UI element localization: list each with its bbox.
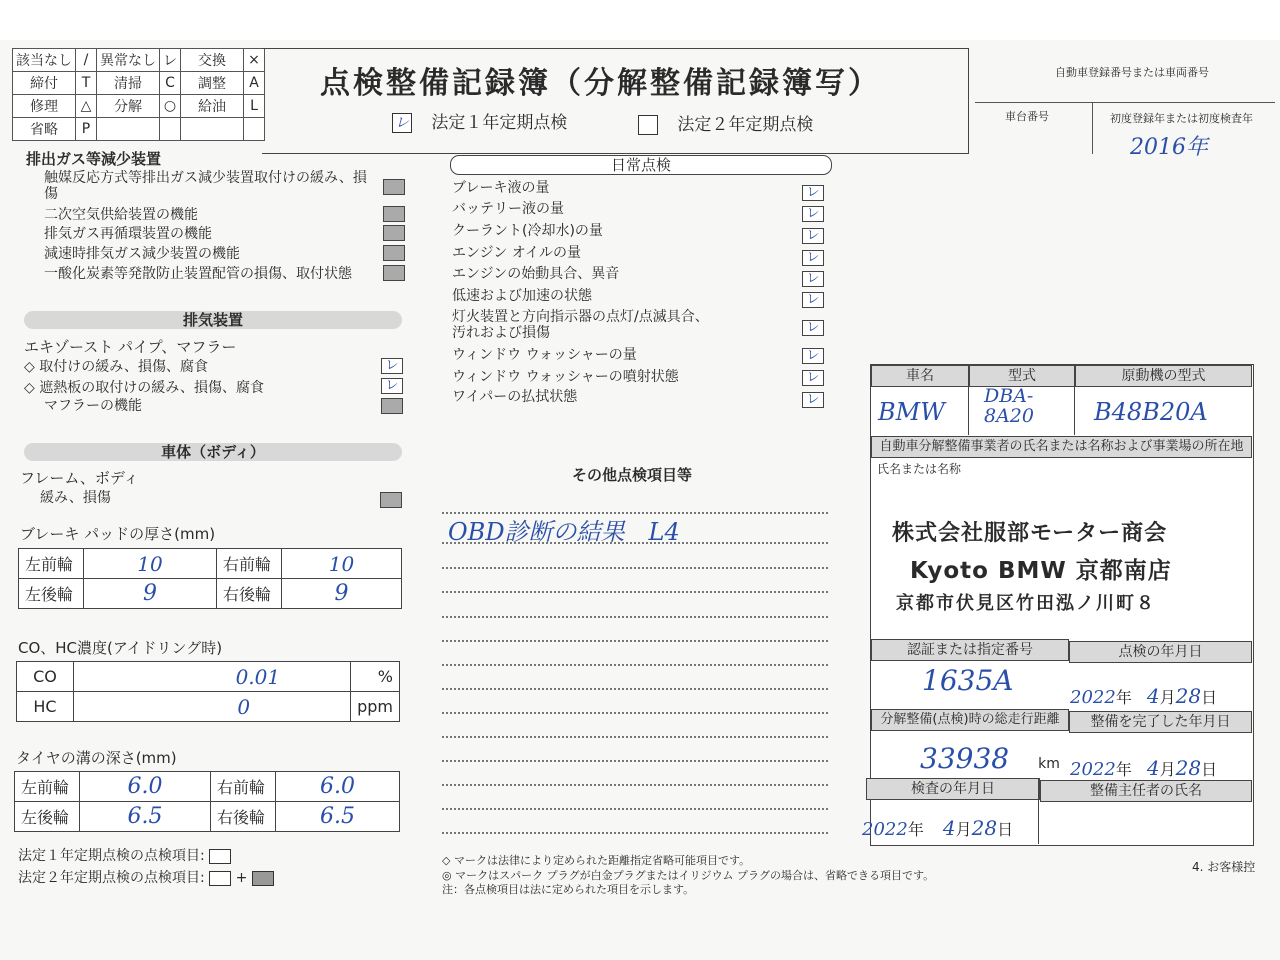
emission-item: 減速時排気ガス減少装置の機能 [44, 246, 240, 262]
body-sub: フレーム、ボディ [20, 469, 139, 487]
legend-cell: C [160, 72, 181, 95]
tire-rl-value: 6.5 [80, 802, 211, 832]
title-frame [262, 48, 969, 154]
business-header: 自動車分解整備事業者の氏名または名称および事業場の所在地 [871, 436, 1252, 458]
company-name: 株式会社服部モーター商会 [892, 521, 1168, 546]
body-item: 緩み、損傷 [40, 490, 111, 506]
legend-cell: A [244, 72, 265, 95]
first-reg-value: 2016年 [1130, 135, 1208, 160]
brake-fl-label: 左前輪 [19, 549, 84, 579]
co-unit: % [351, 662, 400, 692]
dotted-line [442, 784, 828, 786]
daily-checkbox[interactable]: レ [802, 370, 824, 386]
brake-rr-value: 9 [282, 579, 402, 609]
business-name-label: 氏名または名称 [877, 462, 962, 476]
emission-checkbox[interactable] [383, 206, 405, 222]
year-unit: 年 [1115, 760, 1132, 779]
mileage-value: 33938 [920, 742, 1010, 775]
legend-cell: 清掃 [97, 72, 160, 95]
model-line-1: DBA- [984, 385, 1034, 407]
year-unit: 年 [907, 820, 924, 839]
legend-cell: 給油 [181, 95, 244, 118]
customer-copy-label: 4. お客様控 [1192, 860, 1256, 874]
emission-item: 排気ガス再循環装置の機能 [44, 226, 212, 242]
business-address: 京都市伏見区竹田泓ノ川町８ [896, 593, 1156, 614]
model-header: 型式 [969, 365, 1075, 387]
legend-cell: レ [160, 49, 181, 72]
emission-checkbox[interactable] [383, 265, 405, 281]
legend-cell: T [76, 72, 97, 95]
exhaust-item: マフラーの機能 [44, 398, 142, 414]
cert-value: 1635A [922, 664, 1014, 697]
daily-item: ウィンドウ ウォッシャーの量 [452, 347, 637, 363]
exhaust-item: ◇ 取付けの緩み、損傷、腐食 [24, 359, 209, 375]
note: ◇ マークは法律により定められた距離指定省略可能項目です。 [442, 854, 751, 867]
month-unit: 月 [955, 820, 972, 839]
done-date [1070, 756, 1217, 780]
divider [975, 102, 1275, 103]
exhaust-sub: エキゾースト パイプ、マフラー [24, 338, 237, 356]
reg-label: 自動車登録番号または車両番号 [1055, 66, 1209, 79]
hc-value: 0 [74, 692, 351, 722]
day-unit: 日 [1201, 688, 1218, 707]
legend-cell [97, 118, 160, 141]
daily-checkbox[interactable]: レ [802, 250, 824, 266]
legend-cell: / [76, 49, 97, 72]
car-name-header: 車名 [871, 365, 969, 387]
daily-checkbox[interactable]: レ [802, 185, 824, 201]
daily-checkbox[interactable]: レ [802, 348, 824, 364]
annual-label: 法定１年定期点検 [431, 113, 568, 133]
brake-rr-label: 右後輪 [217, 579, 282, 609]
daily-checkbox[interactable]: レ [802, 271, 824, 287]
footer-biennial-label: 法定２年定期点検の点検項目: [18, 870, 205, 886]
date-header: 点検の年月日 [1069, 641, 1252, 663]
legend-table [12, 48, 265, 141]
footer-annual [18, 845, 231, 865]
annual-key-box [209, 849, 231, 864]
legend-cell: 調整 [181, 72, 244, 95]
tire-title: タイヤの溝の深さ(mm) [16, 749, 177, 767]
inspection-date [1070, 684, 1217, 708]
daily-item: クーラント(冷却水)の量 [452, 223, 603, 239]
dotted-line [442, 664, 828, 666]
tire-fl-value: 6.0 [80, 772, 211, 802]
chassis-label: 車台番号 [1005, 110, 1049, 123]
done-header: 整備を完了した年月日 [1069, 711, 1252, 733]
legend-cell: L [244, 95, 265, 118]
engine-value: B48B20A [1094, 398, 1208, 426]
tire-fr-label: 右前輪 [211, 772, 276, 802]
exhaust-header: 排気装置 [24, 311, 402, 329]
daily-checkbox[interactable]: レ [802, 392, 824, 408]
emission-checkbox[interactable] [383, 179, 405, 195]
tire-table [14, 771, 400, 832]
day-value: 28 [1175, 684, 1202, 708]
divider [1074, 365, 1075, 435]
other-note: OBD診断の結果 L4 [448, 518, 680, 546]
daily-item: ワイパーの払拭状態 [452, 389, 578, 405]
plus-sign: + [235, 870, 248, 886]
tire-fr-value: 6.0 [276, 772, 400, 802]
daily-item: バッテリー液の量 [452, 201, 564, 217]
co-label: CO [17, 662, 74, 692]
brake-title: ブレーキ パッドの厚さ(mm) [20, 525, 216, 543]
year-value: 2022 [1070, 687, 1116, 708]
first-reg-label: 初度登録年または初度検査年 [1110, 112, 1253, 125]
brake-fr-value: 10 [282, 549, 402, 579]
annual-checkbox[interactable]: レ [392, 113, 412, 133]
dotted-line [442, 567, 828, 569]
emission-checkbox[interactable] [383, 225, 405, 241]
brake-rl-label: 左後輪 [19, 579, 84, 609]
day-unit: 日 [997, 820, 1014, 839]
brake-rl-value: 9 [84, 579, 217, 609]
body-header: 車体（ボディ） [24, 443, 402, 461]
dotted-line [442, 591, 828, 593]
brake-table [18, 548, 402, 609]
hc-unit: ppm [351, 692, 400, 722]
biennial-label: 法定２年定期点検 [677, 115, 814, 135]
dotted-line [442, 640, 828, 642]
month-unit: 月 [1159, 688, 1176, 707]
footer-biennial [18, 867, 274, 887]
car-name-value: BMW [878, 398, 945, 426]
legend-cell: 締付 [13, 72, 76, 95]
emission-title: 排出ガス等減少装置 [26, 150, 162, 168]
exhaust-checkbox[interactable]: レ [381, 378, 403, 394]
dotted-line [442, 616, 828, 618]
daily-item: 汚れおよび損傷 [452, 325, 550, 341]
daily-item: エンジン オイルの量 [452, 245, 582, 261]
cohc-title: CO、HC濃度(アイドリング時) [18, 639, 223, 657]
legend-cell: 分解 [97, 95, 160, 118]
daily-checkbox[interactable]: レ [802, 228, 824, 244]
mileage-value-group [920, 742, 1060, 775]
model-line-2: 8A20 [984, 405, 1034, 427]
month-value: 4 [1146, 684, 1160, 708]
daily-checkbox[interactable]: レ [802, 320, 824, 336]
exhaust-checkbox[interactable] [381, 398, 403, 414]
legend-cell: 修理 [13, 95, 76, 118]
daily-item: 低速および加速の状態 [452, 288, 592, 304]
day-value: 28 [1175, 756, 1202, 780]
tire-rr-value: 6.5 [276, 802, 400, 832]
legend-cell: P [76, 118, 97, 141]
day-value: 28 [971, 816, 998, 840]
month-unit: 月 [1159, 760, 1176, 779]
engine-header: 原動機の型式 [1075, 365, 1252, 387]
dotted-line [442, 736, 828, 738]
divider [1038, 778, 1039, 844]
tire-rl-label: 左後輪 [15, 802, 80, 832]
divider [1092, 102, 1093, 154]
year-value: 2022 [862, 819, 908, 840]
dotted-line [442, 832, 828, 834]
cert-header: 認証または指定番号 [871, 639, 1069, 661]
month-value: 4 [942, 816, 956, 840]
divider [968, 365, 969, 435]
body-checkbox[interactable] [380, 492, 402, 508]
note: 注：各点検項目は法に定められた項目を示します。 [442, 883, 695, 896]
legend-cell [160, 118, 181, 141]
footer-annual-label: 法定１年定期点検の点検項目: [18, 848, 205, 864]
daily-item: エンジンの始動具合、異音 [452, 266, 620, 282]
note: ◎ マークはスパーク プラグが白金プラグまたはイリジウム プラグの場合は、省略できる項目です。 [442, 869, 935, 882]
legend-cell: 省略 [13, 118, 76, 141]
emission-item: 二次空気供給装置の機能 [44, 207, 198, 223]
legend-cell: × [244, 49, 265, 72]
chief-header: 整備主任者の氏名 [1040, 780, 1252, 802]
model-value [984, 386, 1034, 426]
legend-cell [181, 118, 244, 141]
legend-cell: 交換 [181, 49, 244, 72]
legend-cell: △ [76, 95, 97, 118]
mileage-header: 分解整備(点検)時の総走行距離 [871, 709, 1069, 731]
biennial-key-box [209, 871, 231, 886]
emission-item: 触媒反応方式等排出ガス減少装置取付けの緩み、損傷 [44, 170, 367, 202]
legend-cell: 異常なし [97, 49, 160, 72]
other-title: その他点検項目等 [572, 466, 693, 484]
year-unit: 年 [1115, 688, 1132, 707]
mileage-unit: km [1038, 756, 1060, 772]
exhaust-checkbox[interactable]: レ [381, 358, 403, 374]
daily-item: 灯火装置と方向指示器の点灯/点滅具合、 [452, 309, 709, 325]
biennial-key-box-gray [252, 871, 274, 886]
emission-checkbox[interactable] [383, 245, 405, 261]
legend-cell: ○ [160, 95, 181, 118]
daily-checkbox[interactable]: レ [802, 292, 824, 308]
brake-fl-value: 10 [84, 549, 217, 579]
daily-checkbox[interactable]: レ [802, 206, 824, 222]
brake-fr-label: 右前輪 [217, 549, 282, 579]
emission-item: 一酸化炭素等発散防止装置配管の損傷、取付状態 [44, 266, 352, 282]
exhaust-item: ◇ 遮熱板の取付けの緩み、損傷、腐食 [24, 380, 265, 396]
inspect-date [862, 816, 1013, 840]
inspect-header: 検査の年月日 [866, 778, 1040, 800]
daily-header: 日常点検 [450, 155, 832, 175]
cohc-table [16, 661, 400, 722]
page-title: 点検整備記録簿（分解整備記録簿写） [320, 66, 881, 101]
dotted-line [442, 542, 828, 544]
tire-fl-label: 左前輪 [15, 772, 80, 802]
dotted-line [442, 712, 828, 714]
month-value: 4 [1146, 756, 1160, 780]
co-value: 0.01 [74, 662, 351, 692]
legend-cell: 該当なし [13, 49, 76, 72]
dotted-line [442, 760, 828, 762]
year-value: 2022 [1070, 759, 1116, 780]
branch-name: Kyoto BMW 京都南店 [910, 558, 1172, 584]
daily-item: ブレーキ液の量 [452, 180, 550, 196]
daily-item: ウィンドウ ウォッシャーの噴射状態 [452, 369, 679, 385]
dotted-line [442, 688, 828, 690]
day-unit: 日 [1201, 760, 1218, 779]
hc-label: HC [17, 692, 74, 722]
tire-rr-label: 右後輪 [211, 802, 276, 832]
dotted-line [442, 808, 828, 810]
